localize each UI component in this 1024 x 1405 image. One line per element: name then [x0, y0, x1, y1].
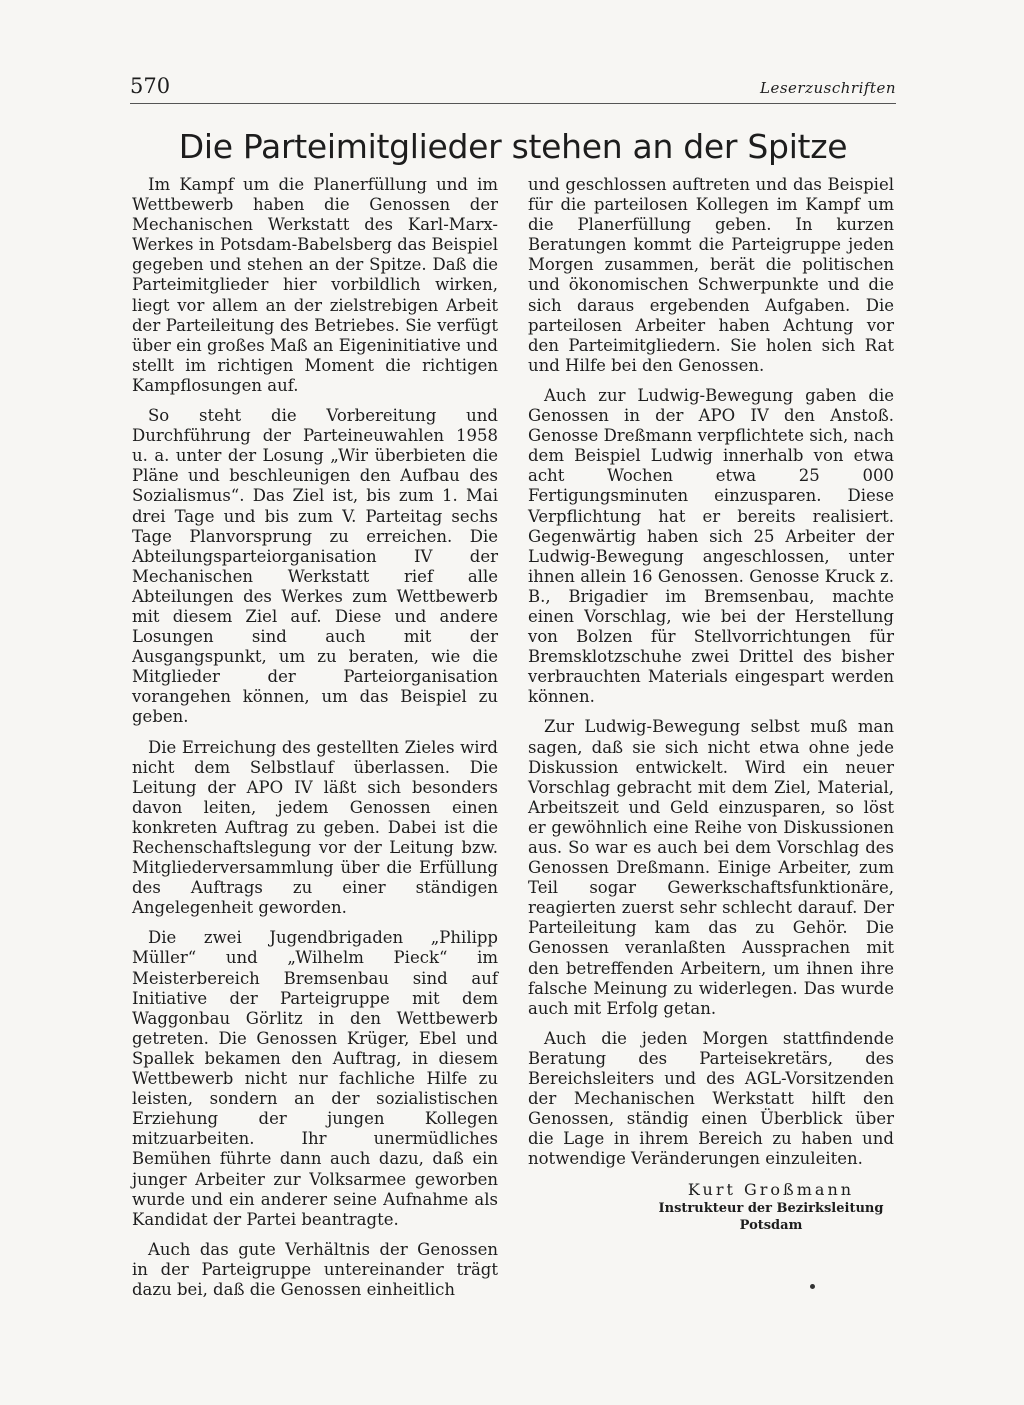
- page-number: 570: [130, 74, 171, 98]
- paragraph: Zur Ludwig-Bewegung selbst muß man sagen, daß sie sich nicht etwa ohne jede Diskussion entwickelt. Wird ein neuer Vorschlag gebracht mit dem Ziel, Material, Arbeitszeit und Geld einzusparen, so löst er gewöhnlich eine Reihe von Diskussionen aus. So war es auch bei dem Vorschlag des Genossen Dreßmann. Einige Arbeiter, zum Teil sogar Gewerkschaftsfunktionäre, reagierten zuerst sehr schlecht darauf. Der Parteileitung kam das zu Gehör. Die Genossen veranlaßten Aussprachen mit den betreffenden Arbeitern, um ihnen ihre falsche Meinung zu widerlegen. Das wurde auch mit Erfolg getan.: [528, 717, 894, 1018]
- paragraph: So steht die Vorbereitung und Durchführung der Parteineuwahlen 1958 u. a. unter der Losung „Wir überbieten die Pläne und beschleunigen den Aufbau des Sozialismus“. Das Ziel ist, bis zum 1. Mai drei Tage und bis zum V. Parteitag sechs Tage Planvorsprung zu erreichen. Die Abteilungsparteiorganisation IV der Mechanischen Werkstatt rief alle Abteilungen des Werkes zum Wettbewerb mit diesem Ziel auf. Diese und andere Losungen sind auch mit der Ausgangspunkt, um zu beraten, wie die Mitglieder der Parteiorganisation vorangehen können, um das Beispiel zu geben.: [132, 406, 498, 727]
- header-divider: [130, 103, 896, 104]
- paragraph: Die Erreichung des gestellten Zieles wird nicht dem Selbstlauf überlassen. Die Leitung der APO IV läßt sich besonders davon leiten, jedem Genossen einen konkreten Auftrag zu geben. Dabei ist die Rechenschaftslegung vor der Leitung bzw. Mitgliederversammlung über die Erfüllung des Auftrags zu einer ständigen Angelegenheit geworden.: [132, 737, 498, 918]
- ink-speck: [810, 1284, 815, 1289]
- right-column: [528, 175, 894, 1234]
- signature-block: [528, 1180, 894, 1234]
- left-column: [132, 175, 498, 1310]
- paragraph: Auch die jeden Morgen stattfindende Beratung des Parteisekretärs, des Bereichsleiters und des AGL-Vorsitzenden der Mechanischen Werkstatt hilft den Genossen, ständig einen Überblick über die Lage in ihrem Bereich zu haben und notwendige Veränderungen einzuleiten.: [528, 1028, 894, 1169]
- paragraph: Im Kampf um die Planerfüllung und im Wettbewerb haben die Genossen der Mechanischen Werkstatt des Karl-Marx-Werkes in Potsdam-Babelsberg das Beispiel gegeben und stehen an der Spitze. Daß die Parteimitglieder hier vorbildlich wirken, liegt vor allem an der zielstrebigen Arbeit der Parteileitung des Betriebes. Sie verfügt über ein großes Maß an Eigeninitiative und stellt im richtigen Moment die richtigen Kampflosungen auf.: [132, 175, 498, 395]
- author-name: Kurt Großmann: [687, 1179, 855, 1199]
- paragraph-continuation: und geschlossen auftreten und das Beispiel für die parteilosen Kollegen im Kampf um die Planerfüllung geben. In kurzen Beratungen kommt die Parteigruppe jeden Morgen zusammen, berät die politischen und ökonomischen Schwerpunkte und die sich daraus ergebenden Aufgaben. Die parteilosen Arbeiter haben Achtung vor den Parteimitgliedern. Sie holen sich Rat und Hilfe bei den Genossen.: [528, 175, 894, 375]
- section-title: Leserzuschriften: [760, 79, 896, 97]
- paragraph: Die zwei Jugendbrigaden „Philipp Müller“ und „Wilhelm Pieck“ im Meisterbereich Bremsenbau sind auf Initiative der Parteigruppe mit dem Waggonbau Görlitz in den Wettbewerb getreten. Die Genossen Krüger, Ebel und Spallek bekamen den Auftrag, in diesem Wettbewerb nicht nur fachliche Hilfe zu leisten, sondern an der sozialistischen Erziehung der jungen Kollegen mitzuarbeiten. Ihr unermüdliches Bemühen führte dann auch dazu, daß ein junger Arbeiter zur Volksarmee geworben wurde und ein anderer seine Aufnahme als Kandidat der Partei beantragte.: [132, 928, 498, 1229]
- paragraph: Auch das gute Verhältnis der Genossen in der Parteigruppe untereinander trägt dazu bei, daß die Genossen einheitlich: [132, 1239, 498, 1299]
- author-role: Instrukteur der Bezirksleitung: [658, 1200, 884, 1216]
- article-title: Die Parteimitglieder stehen an der Spitze: [178, 127, 848, 166]
- author-place: Potsdam: [739, 1217, 803, 1233]
- paragraph: Auch zur Ludwig-Bewegung gaben die Genossen in der APO IV den Anstoß. Genosse Dreßmann verpflichtete sich, nach dem Beispiel Ludwig innerhalb von etwa acht Wochen etwa 25 000 Fertigungsminuten einzusparen. Diese Verpflichtung hat er bereits realisiert. Gegenwärtig haben sich 25 Arbeiter der Ludwig-Bewegung angeschlossen, unter ihnen allein 16 Genossen. Genosse Kruck z. B., Brigadier im Bremsenbau, machte einen Vorschlag, wie bei der Herstellung von Bolzen für Stellvorrichtungen für Bremsklotzschuhe zwei Drittel des bisher verbrauchten Materials eingespart werden können.: [528, 385, 894, 707]
